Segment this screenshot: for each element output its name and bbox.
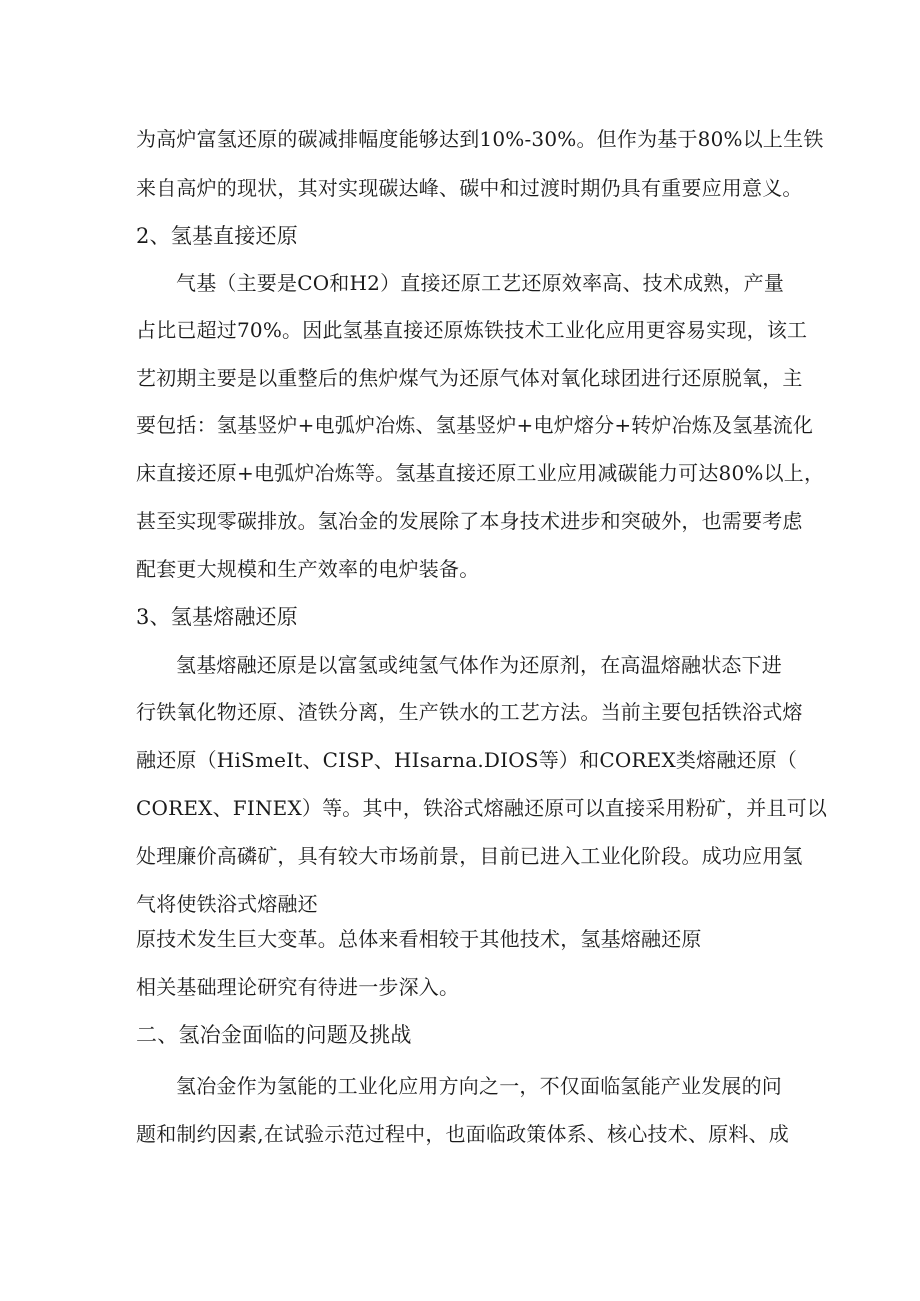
section-heading: 2、氢基直接还原 [136,224,298,248]
paragraph-line: 行铁氧化物还原、渣铁分离，生产铁水的工艺方法。当前主要包括铁浴式熔 [136,700,803,724]
paragraph-line: 氢基熔融还原是以富氢或纯氢气体作为还原剂，在高温熔融状态下进 [176,653,782,677]
paragraph-line: 相关基础理论研究有待进一步深入。 [136,975,460,999]
section-heading: 3、氢基熔融还原 [136,605,298,629]
paragraph-line: 床直接还原+电弧炉冶炼等。氢基直接还原工业应用减碳能力可达80%以上， [136,461,825,485]
paragraph-line: 融还原（HiSmeIt、CISP、HIsarna.DIOS等）和COREX类熔融还原（ [136,748,798,772]
paragraph-line: 要包括：氢基竖炉+电弧炉冶炼、氢基竖炉+电炉熔分+转炉冶炼及氢基流化 [136,413,814,437]
paragraph-line: 处理廉价高磷矿，具有较大市场前景，目前已进入工业化阶段。成功应用氢 [136,844,803,868]
paragraph-line: 气基（主要是CO和H2）直接还原工艺还原效率高、技术成熟，产量 [176,271,785,295]
paragraph-line: 气将使铁浴式熔融还 [136,892,318,916]
paragraph-line: 为高炉富氢还原的碳减排幅度能够达到10%-30%。但作为基于80%以上生铁 [136,127,824,151]
paragraph-line: 来自高炉的现状，其对实现碳达峰、碳中和过渡时期仍具有重要应用意义。 [136,176,803,200]
paragraph-line: 占比已超过70%。因此氢基直接还原炼铁技术工业化应用更容易实现，该工 [136,318,808,342]
paragraph-line: 甚至实现零碳排放。氢冶金的发展除了本身技术进步和突破外，也需要考虑 [136,509,803,533]
paragraph-line: 艺初期主要是以重整后的焦炉煤气为还原气体对氧化球团进行还原脱氧，主 [136,366,803,390]
paragraph-line: 配套更大规模和生产效率的电炉装备。 [136,557,480,581]
paragraph-line: 题和制约因素,在试验示范过程中，也面临政策体系、核心技术、原料、成 [136,1122,789,1146]
paragraph-line: 氢冶金作为氢能的工业化应用方向之一，不仅面临氢能产业发展的问 [176,1074,782,1098]
paragraph-line: 原技术发生巨大变革。总体来看相较于其他技术，氢基熔融还原 [136,927,702,951]
paragraph-line: COREX、FINEX）等。其中，铁浴式熔融还原可以直接采用粉矿，并且可以 [136,796,828,820]
section-heading: 二、氢冶金面临的问题及挑战 [136,1023,412,1047]
